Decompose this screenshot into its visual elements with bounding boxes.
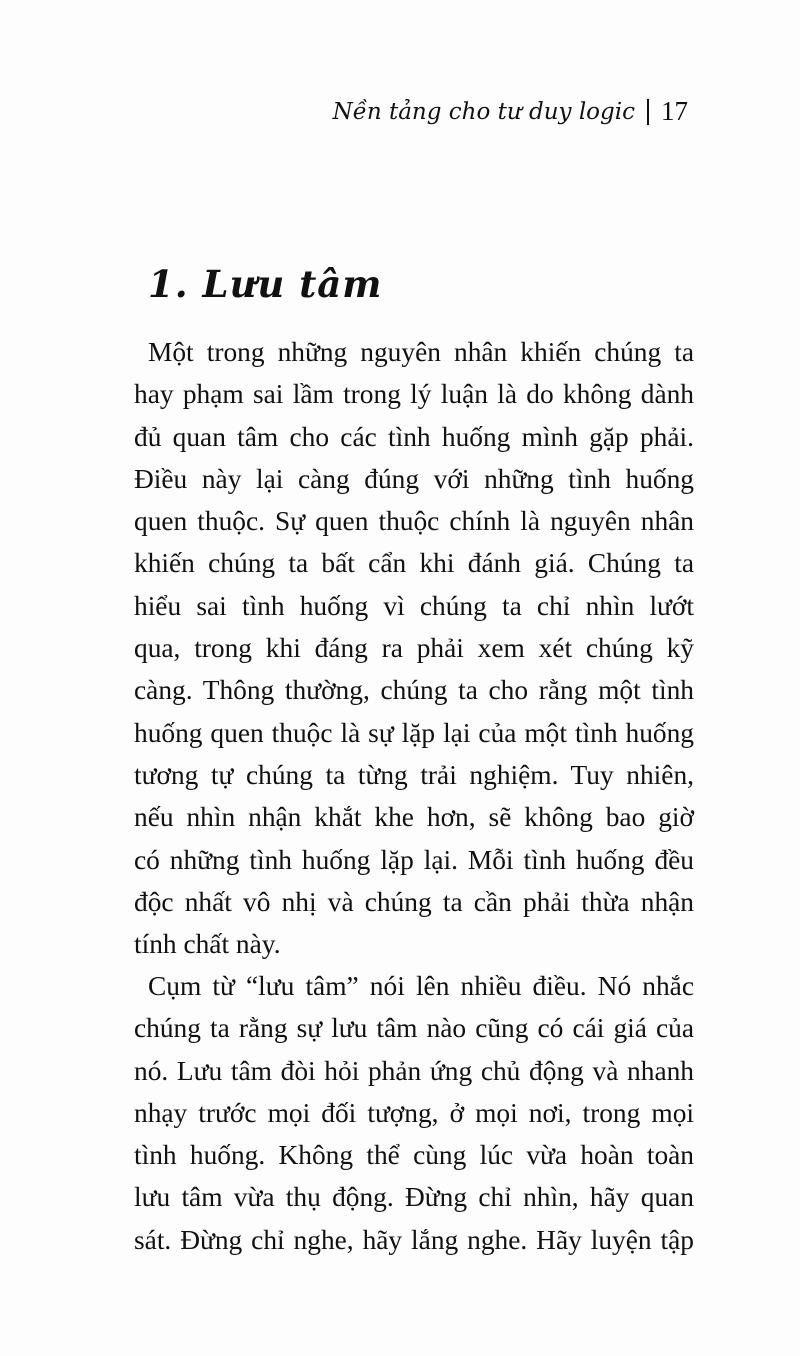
text-line: có những tình huống lặp lại. Mỗi tình huống đều (134, 844, 694, 875)
text-line: hiểu sai tình huống vì chúng ta chỉ nhìn lướt (134, 590, 694, 621)
text-line: quen thuộc. Sự quen thuộc chính là nguyên nhân (134, 506, 694, 537)
text-line: độc nhất vô nhị và chúng ta cần phải thừa nhận (134, 886, 694, 917)
paragraph-2 (134, 965, 694, 1261)
text-line: tình huống. Không thể cùng lúc vừa hoàn toàn (134, 1140, 694, 1171)
running-header (333, 96, 688, 127)
text-line: Một trong những nguyên nhân khiến chúng ta (148, 337, 694, 367)
text-line: càng. Thông thường, chúng ta cho rằng một tình (134, 675, 694, 706)
text-line: lưu tâm vừa thụ động. Đừng chỉ nhìn, hãy quan (134, 1182, 694, 1213)
section-title: 1. Lưu tâm (148, 262, 383, 306)
running-title: Nền tảng cho tư duy logic (332, 98, 635, 125)
text-line: nó. Lưu tâm đòi hỏi phản ứng chủ động và nhanh (134, 1055, 694, 1086)
text-line: đủ quan tâm cho các tình huống mình gặp phải. (134, 421, 694, 452)
text-line: Cụm từ “lưu tâm” nói lên nhiều điều. Nó nhắc (148, 971, 694, 1001)
text-line: huống quen thuộc là sự lặp lại của một tình huống (134, 717, 694, 748)
text-line: sát. Đừng chỉ nghe, hãy lắng nghe. Hãy luyện tập (134, 1224, 694, 1255)
page-number: 17 (661, 96, 688, 126)
text-line: qua, trong khi đáng ra phải xem xét chúng kỹ (134, 633, 694, 664)
header-separator (647, 99, 649, 125)
text-line: Điều này lại càng đúng với những tình huống (134, 463, 694, 494)
text-line: tương tự chúng ta từng trải nghiệm. Tuy nhiên, (134, 759, 694, 790)
text-line: khiến chúng ta bất cẩn khi đánh giá. Chúng ta (134, 548, 694, 579)
text-line: nhạy trước mọi đối tượng, ở mọi nơi, trong mọi (134, 1097, 694, 1128)
text-line: tính chất này. (134, 929, 281, 960)
text-line: nếu nhìn nhận khắt khe hơn, sẽ không bao giờ (134, 802, 694, 833)
text-line: hay phạm sai lầm trong lý luận là do không dành (134, 379, 694, 410)
paragraph-1 (134, 331, 694, 965)
text-line: chúng ta rằng sự lưu tâm nào cũng có cái giá của (134, 1013, 694, 1044)
